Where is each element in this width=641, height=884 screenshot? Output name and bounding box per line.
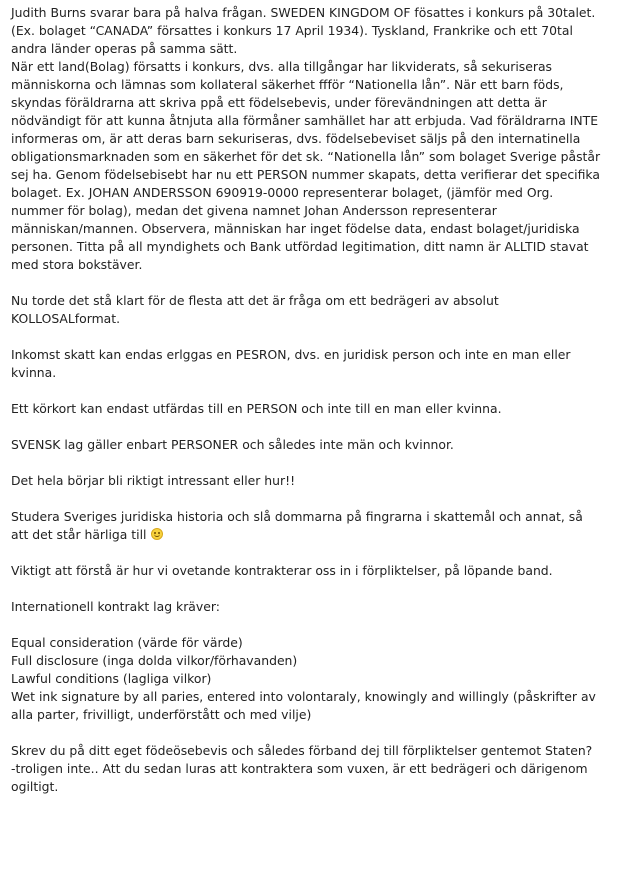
- text-line: Judith Burns svarar bara på halva frågan. SWEDEN KINGDOM OF fösattes i konkurs på 30talet.: [11, 5, 596, 20]
- text-line: kvinna.: [11, 365, 57, 380]
- text-line: Viktigt att förstå är hur vi ovetande kontrakterar oss in i förpliktelser, på löpande band.: [11, 563, 553, 578]
- list-item: Equal consideration (värde för värde): [11, 635, 243, 650]
- text-line: människan/mannen. Observera, människan har inget födelse data, endast bolaget/juridiska: [11, 221, 580, 236]
- list-item: alla parter, frivilligt, underförstått och med vilje): [11, 707, 312, 722]
- paragraph-konkurs: [11, 4, 637, 274]
- text-line: människorna och lämnas som kollateral säkerhet ffför “Nationella lån”. När ett barn föds,: [11, 77, 564, 92]
- paragraph-studera: [11, 508, 637, 544]
- text-line: KOLLOSALformat.: [11, 311, 121, 326]
- list-item: Lawful conditions (lagliga vilkor): [11, 671, 212, 686]
- paragraph-inkomst-skatt: [11, 346, 637, 382]
- text-line: [11, 526, 637, 544]
- text-line: Internationell kontrakt lag kräver:: [11, 599, 220, 614]
- text-fragment: att det står härliga till: [11, 527, 147, 542]
- text-line: Det hela börjar bli riktigt intressant eller hur!!: [11, 473, 296, 488]
- text-line: informeras om, är att deras barn sekuriseras, dvs. födelsebeviset säljs på den internatinella: [11, 131, 581, 146]
- text-line: Skrev du på ditt eget födeösebevis och således förband dej till förpliktelser gentemot Staten?: [11, 743, 593, 758]
- text-line: nummer för bolag), medan det givena namnet Johan Andersson representerar: [11, 203, 497, 218]
- text-line: Studera Sveriges juridiska historia och slå dommarna på fingrarna i skattemål och annat, så: [11, 509, 583, 524]
- text-line: Inkomst skatt kan endas erlggas en PESRON, dvs. en juridisk person och inte en man eller: [11, 347, 571, 362]
- text-line: Nu torde det stå klart för de flesta att det är fråga om ett bedrägeri av absolut: [11, 293, 499, 308]
- paragraph-viktigt: [11, 562, 637, 580]
- text-line: obligationsmarknaden som en säkerhet för det sk. “Nationella lån” som bolaget Sverige påstår: [11, 149, 601, 164]
- text-line: SVENSK lag gäller enbart PERSONER och således inte män och kvinnor.: [11, 437, 454, 452]
- text-line: andra länder operas på samma sätt.: [11, 41, 238, 56]
- text-line: När ett land(Bolag) försatts i konkurs, dvs. alla tillgångar har likviderats, så sekuriseras: [11, 59, 553, 74]
- text-line: ogiltigt.: [11, 779, 59, 794]
- text-line: med stora bokstäver.: [11, 257, 143, 272]
- paragraph-svensk-lag: [11, 436, 637, 454]
- forum-post-body: [11, 4, 637, 814]
- smiley-icon: [151, 528, 163, 540]
- contract-requirements-list: [11, 634, 637, 724]
- text-line: (Ex. bolaget “CANADA” försattes i konkurs 17 April 1934). Tyskland, Frankrike och ett 70tal: [11, 23, 573, 38]
- text-line: -troligen inte.. Att du sedan luras att kontraktera som vuxen, är ett bedrägeri och därigenom: [11, 761, 588, 776]
- text-line: personen. Titta på all myndighets och Bank utfördad legitimation, ditt namn är ALLTID stavat: [11, 239, 589, 254]
- paragraph-korkort: [11, 400, 637, 418]
- text-line: skyndas föräldrarna att skriva ppå ett födelsebevis, under förevändningen att detta är: [11, 95, 547, 110]
- text-line: bolaget. Ex. JOHAN ANDERSSON 690919-0000 representerar bolaget, (jämför med Org.: [11, 185, 554, 200]
- paragraph-fodelsebevis: [11, 742, 637, 796]
- list-item: Wet ink signature by all paries, entered into volontaraly, knowingly and willingly (påskrifter av: [11, 689, 596, 704]
- paragraph-bedrageri: [11, 292, 637, 328]
- list-item: Full disclosure (inga dolda vilkor/förhavanden): [11, 653, 298, 668]
- text-line: sej ha. Genom födelsebisebt har nu ett PERSON nummer skapats, detta verifierar det specifika: [11, 167, 600, 182]
- paragraph-kontrakt-lag: [11, 598, 637, 616]
- text-line: Ett körkort kan endast utfärdas till en PERSON och inte till en man eller kvinna.: [11, 401, 502, 416]
- text-line: nödvändigt för att kunna åtnjuta alla förmåner samhället har att erbjuda. Vad föräldrarna INTE: [11, 113, 599, 128]
- paragraph-intressant: [11, 472, 637, 490]
